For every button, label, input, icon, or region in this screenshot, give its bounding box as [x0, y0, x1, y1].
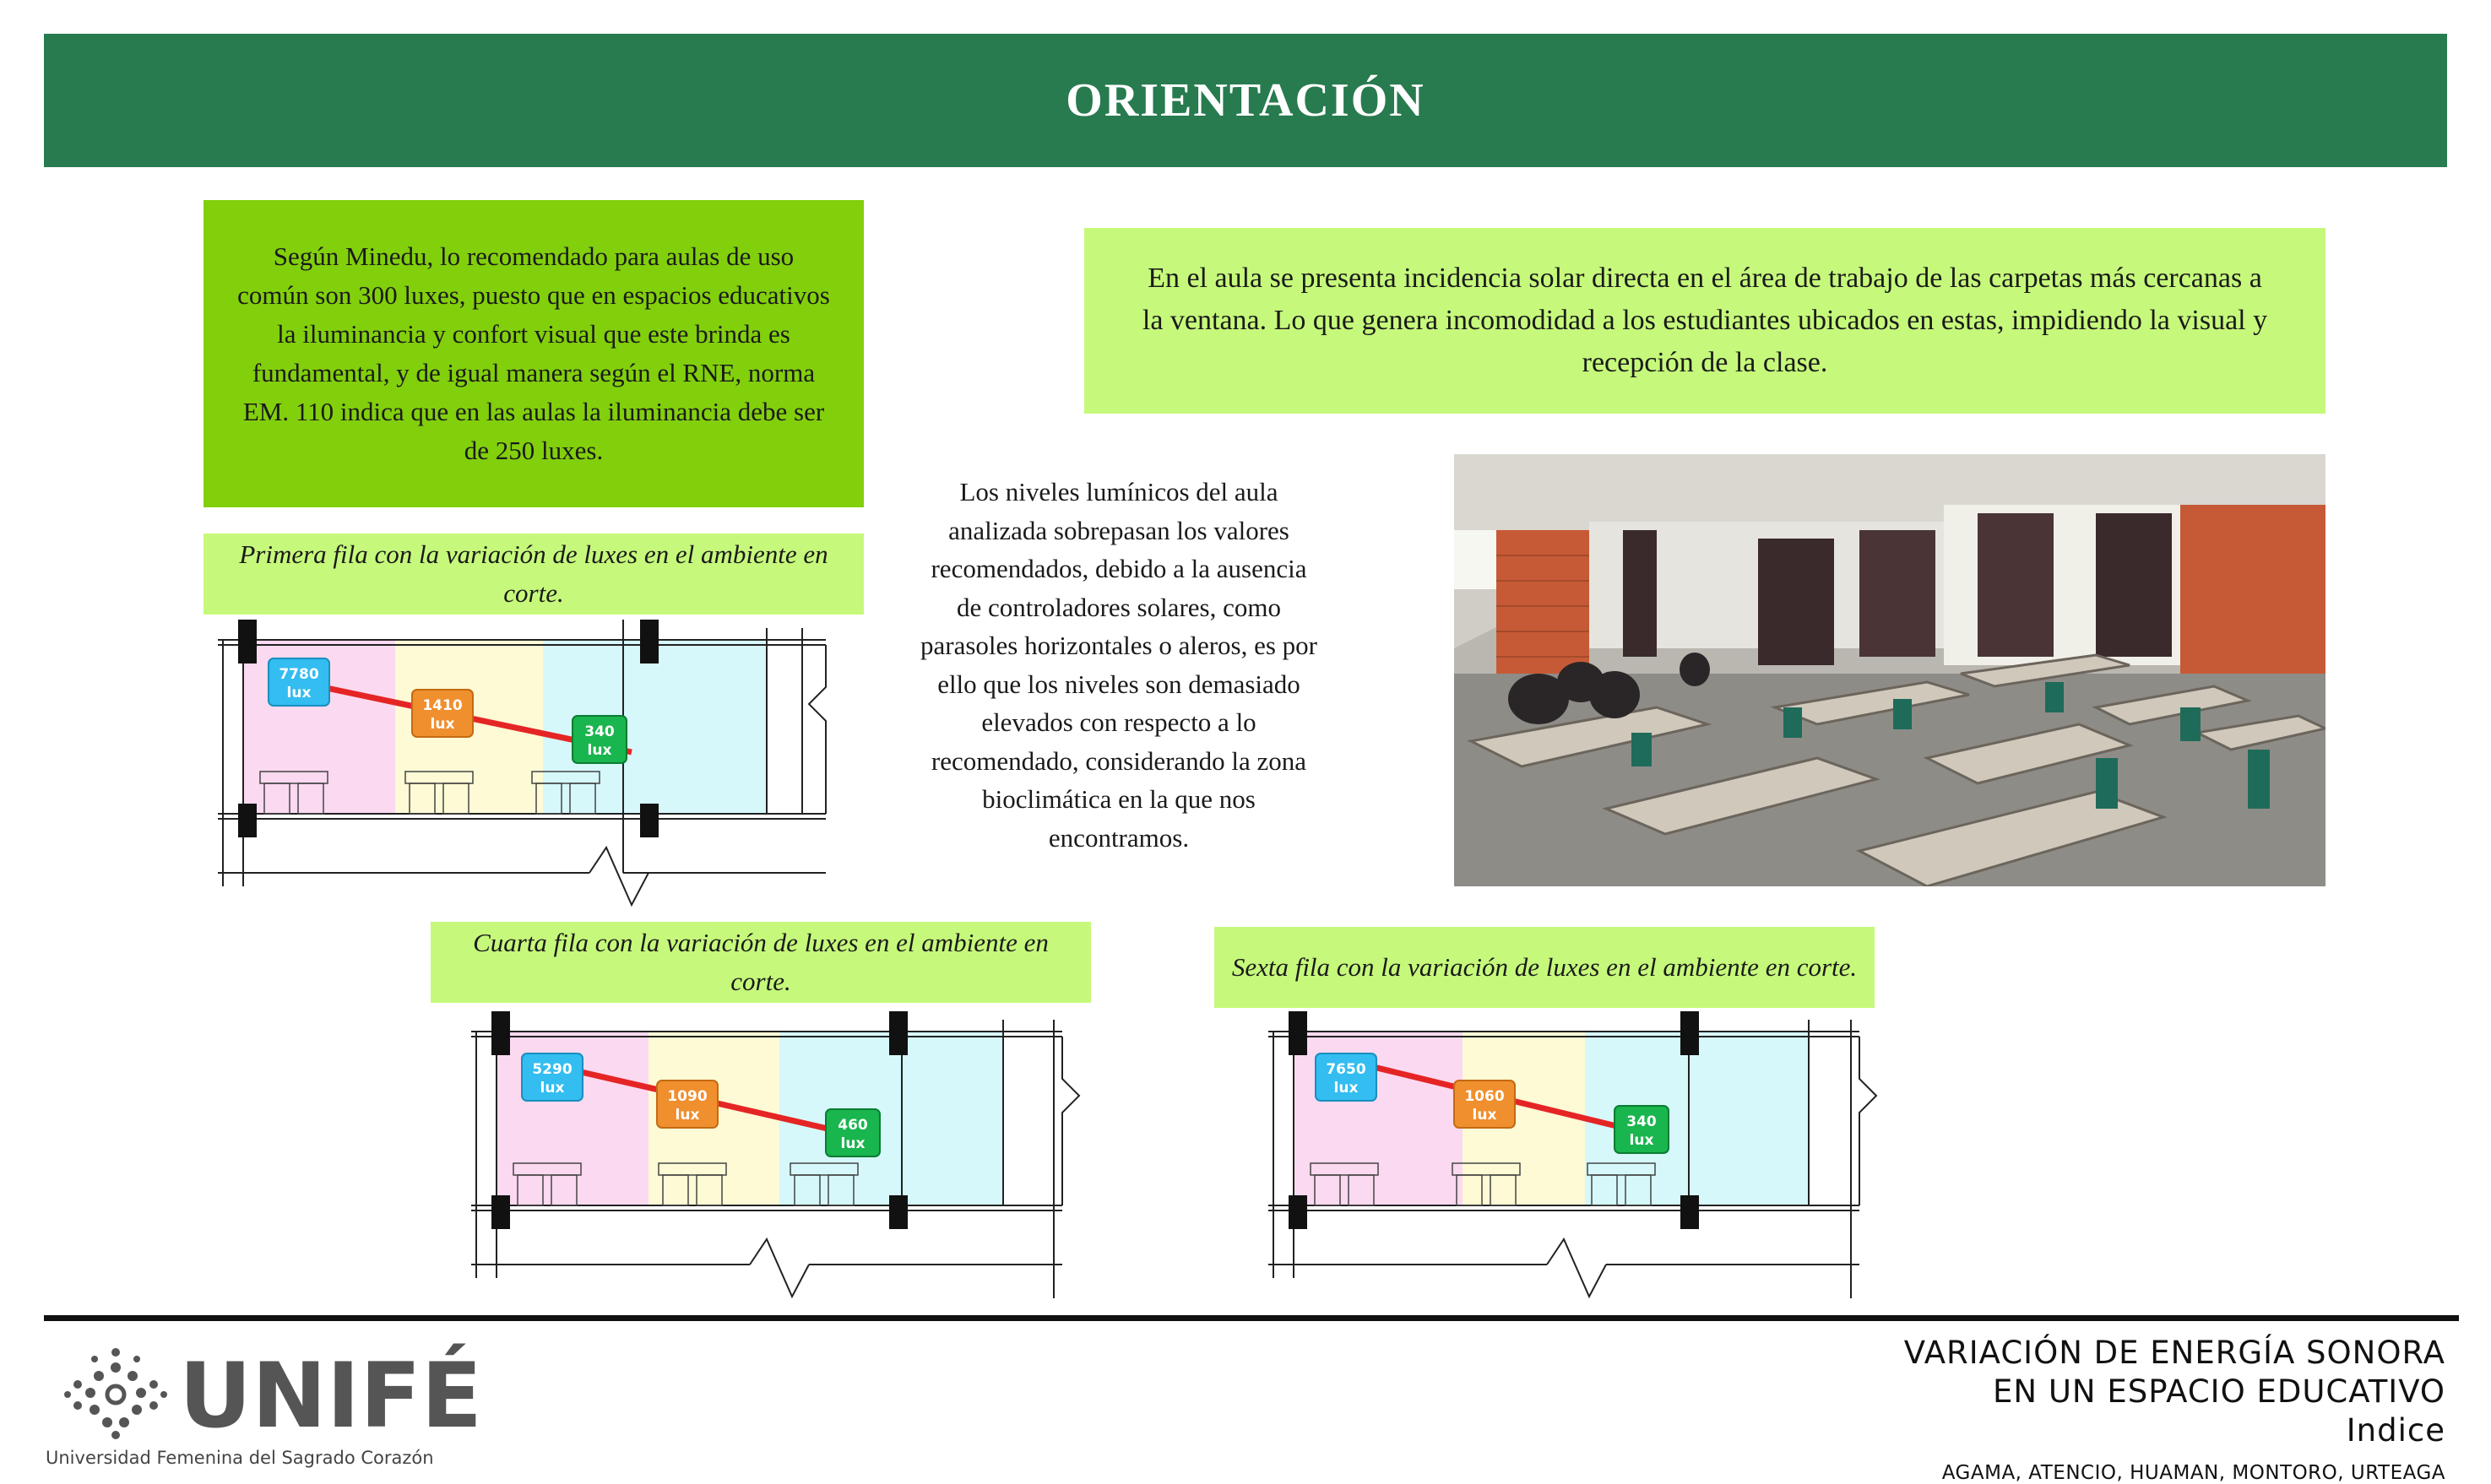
svg-text:lux: lux	[286, 685, 312, 701]
incidence-text: En el aula se presenta incidencia solar directa en el área de trabajo de las carpetas más cercanas a la ventana. Lo que genera incomodidad a los estudiantes ubicados en estas, impidiendo la visual y recepción de la clase.	[1142, 263, 2268, 378]
svg-text:lux: lux	[840, 1135, 866, 1152]
svg-text:7650: 7650	[1326, 1061, 1366, 1078]
logo-emblem-icon	[64, 1348, 167, 1439]
lux-tag-1	[522, 1053, 583, 1101]
lux-tag-3	[826, 1109, 880, 1156]
caption-sixth-row: Sexta fila con la variación de luxes en el ambiente en corte.	[1214, 927, 1875, 1008]
section-diagram-sixth-row	[1268, 1011, 1902, 1308]
svg-text:lux: lux	[587, 742, 612, 759]
svg-text:1090: 1090	[667, 1088, 708, 1105]
footer-divider	[44, 1315, 2459, 1321]
footer-title-line2: EN UN ESPACIO EDUCATIVO	[1993, 1373, 2445, 1410]
unife-logo	[44, 1325, 483, 1473]
svg-text:lux: lux	[1629, 1132, 1654, 1149]
solar-incidence-box	[1084, 228, 2325, 414]
svg-text:7780: 7780	[279, 666, 319, 683]
svg-text:lux: lux	[540, 1080, 565, 1097]
lux-tag-3	[573, 716, 627, 763]
caption-first-row: Primera fila con la variación de luxes en el ambiente en corte.	[204, 533, 864, 615]
svg-text:lux: lux	[1333, 1080, 1359, 1097]
caption-fourth-row: Cuarta fila con la variación de luxes en el ambiente en corte.	[431, 922, 1091, 1003]
svg-text:340: 340	[1626, 1113, 1657, 1130]
lux-tag-2	[657, 1081, 718, 1128]
logo-wordmark: UNIFÉ	[179, 1344, 483, 1448]
svg-text:lux: lux	[430, 716, 455, 733]
minedu-text: Según Minedu, lo recomendado para aulas de uso común son 300 luxes, puesto que en espacios educativos la iluminancia y confort visual que este brinda es fundamental, y de igual manera según el RNE, norma EM. 110 indica que en las aulas la iluminancia debe ser de 250 luxes.	[237, 241, 830, 465]
footer-index-link[interactable]: Indice	[2346, 1412, 2445, 1449]
lux-tag-2	[412, 690, 473, 737]
svg-text:5290: 5290	[532, 1061, 573, 1078]
lux-tag-1	[269, 658, 329, 706]
svg-text:1410: 1410	[422, 697, 463, 714]
minedu-recommendation-box	[204, 200, 864, 507]
footer-authors: AGAMA, ATENCIO, HUAMAN, MONTORO, URTEAGA	[1941, 1462, 2445, 1484]
lux-tag-2	[1454, 1081, 1515, 1128]
header-bar	[44, 34, 2447, 167]
footer-title-line1: VARIACIÓN DE ENERGÍA SONORA	[1903, 1335, 2445, 1371]
svg-text:1060: 1060	[1464, 1088, 1505, 1105]
page-title: ORIENTACIÓN	[1066, 74, 1425, 127]
lux-tag-1	[1316, 1053, 1376, 1101]
section-diagram-fourth-row	[471, 1011, 1104, 1308]
svg-text:lux: lux	[675, 1107, 700, 1124]
logo-subtitle: Universidad Femenina del Sagrado Corazón	[46, 1448, 434, 1468]
svg-text:340: 340	[584, 723, 615, 740]
svg-text:lux: lux	[1472, 1107, 1497, 1124]
svg-text:460: 460	[838, 1117, 868, 1134]
lux-tag-3	[1615, 1106, 1669, 1153]
footer-project-info	[1904, 1334, 2445, 1484]
classroom-photo	[1454, 454, 2325, 886]
section-diagram-first-row	[218, 620, 851, 917]
lighting-analysis-text: Los niveles lumínicos del aula analizada sobrepasan los valores recomendados, debido a la ausencia de controladores solares, como parasoles horizontales o aleros, es por ello que los niveles son demasiado elevados con respecto a lo recomendado, considerando la zona bioclimática en la que nos encontramos.	[920, 477, 1317, 853]
